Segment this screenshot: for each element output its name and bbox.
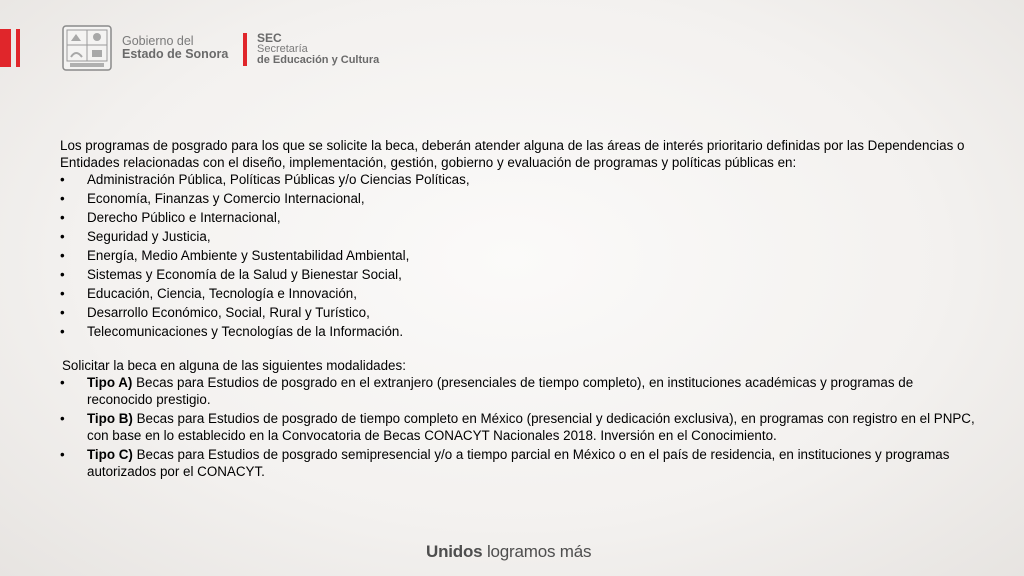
- list-item: • Desarrollo Económico, Social, Rural y Turístico,: [60, 304, 975, 321]
- red-accent-bar: [0, 29, 11, 67]
- modality-item: [60, 446, 975, 480]
- sec-logo: [243, 33, 379, 66]
- modality-text: Becas para Estudios de posgrado semipresencial y/o a tiempo parcial en México o en el país de residencia, en instituciones y programas autorizados por el CONACYT.: [87, 447, 950, 479]
- modality-item: [60, 410, 975, 444]
- modality-item: [60, 374, 975, 408]
- areas-list: [60, 171, 975, 340]
- modality-label: Tipo B): [87, 411, 133, 426]
- slogan-rest: logramos más: [482, 542, 592, 561]
- footer-slogan: [426, 542, 591, 562]
- list-item: • Telecomunicaciones y Tecnologías de la Información.: [60, 323, 975, 340]
- coat-of-arms-icon: [62, 25, 112, 71]
- modality-label: Tipo A): [87, 375, 133, 390]
- gov-logo-line1: Gobierno del: [122, 34, 194, 48]
- sec-line2: de Educación y Cultura: [257, 54, 380, 66]
- list-item: • Seguridad y Justicia,: [60, 228, 975, 245]
- list-item: • Economía, Finanzas y Comercio Internacional,: [60, 190, 975, 207]
- list-item: • Sistemas y Economía de la Salud y Bienestar Social,: [60, 266, 975, 283]
- modalities-intro: Solicitar la beca en alguna de las siguientes modalidades:: [62, 358, 406, 373]
- modality-text: Becas para Estudios de posgrado de tiempo completo en México (presencial y dedicación exclusiva), en programas con registro en el PNPC, con base en lo establecido en la Convocatoria de Becas CONACYT Nacionales 2018. Inversión en el Conocimiento.: [87, 411, 975, 443]
- intro-paragraph: Los programas de posgrado para los que se solicite la beca, deberán atender alguna de las áreas de interés prioritario definidas por las Dependencias o Entidades relacionadas con el diseño, implementación, gestión, gobierno y evaluación de programas y políticas públicas en:: [60, 138, 965, 170]
- sec-red-bar: [243, 33, 247, 66]
- modality-label: Tipo C): [87, 447, 133, 462]
- modality-text: Becas para Estudios de posgrado en el extranjero (presenciales de tiempo completo), en instituciones académicas y programas de reconocido prestigio.: [87, 375, 914, 407]
- list-item: • Derecho Público e Internacional,: [60, 209, 975, 226]
- sec-line1: Secretaría: [257, 43, 308, 55]
- modalities-list: [60, 374, 975, 480]
- slogan-bold: Unidos: [426, 542, 483, 561]
- slide-content: [60, 137, 975, 482]
- gov-logo-line2: Estado de Sonora: [122, 47, 229, 61]
- gobierno-sonora-logo: [62, 25, 228, 71]
- list-item: • Administración Pública, Políticas Públicas y/o Ciencias Políticas,: [60, 171, 975, 188]
- list-item: • Educación, Ciencia, Tecnología e Innovación,: [60, 285, 975, 302]
- red-accent-bar-thin: [16, 29, 20, 67]
- sec-abbr: SEC: [257, 31, 282, 45]
- list-item: • Energía, Medio Ambiente y Sustentabilidad Ambiental,: [60, 247, 975, 264]
